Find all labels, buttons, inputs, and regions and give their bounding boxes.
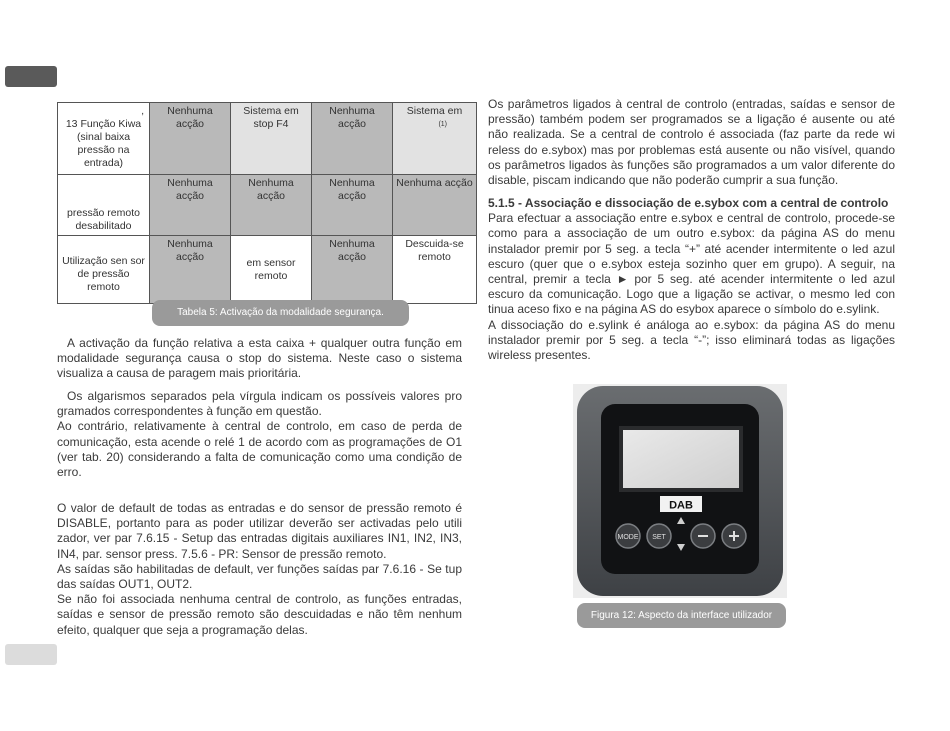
paragraph-defaults (57, 501, 462, 638)
page-tab-marker (5, 66, 57, 87)
device-illustration (573, 384, 787, 598)
paragraph-dissociation: A dissociação do e.sylink é análoga ao e.sybox: da página AS do menu instalador premir por 5 seg. a tecla “-”; isso eliminará todas as ligações wireless presentes. (488, 317, 895, 363)
table-cell: Nenhuma acção (150, 236, 231, 304)
cell-text: Sistema em (406, 105, 463, 117)
table-row (58, 236, 477, 304)
table-cell: Descuida-se remoto (393, 236, 477, 304)
paragraph-central-parameters: Os parâmetros ligados à central de controlo (entradas, saídas e sensor de pressão) também podem ser programados se a ligação é ausente ou até não realizada. Se a central de controlo é associada (faz parte da rede wi reless do e.sybox) mas por problemas está ausente ou não visível, quando os parâmetros ligados às funções são programados a um valor diferente do disable, piscam indicando que não poderão cumprir a sua função. (488, 97, 895, 188)
mode-button-label: MODE (617, 534, 639, 541)
table-cell: Nenhuma acção (150, 175, 231, 236)
table-cell: Sistema em stop F4 (231, 103, 312, 175)
section-association (488, 196, 895, 363)
minus-button[interactable] (691, 524, 715, 548)
safety-mode-table (57, 102, 477, 304)
table-cell: Nenhuma acção (393, 175, 477, 236)
paragraph-values (57, 389, 462, 480)
display-screen (623, 430, 739, 488)
paragraph-default-outputs: As saídas são habilitadas de default, ver funções saídas par 7.6.16 - Se tup das saídas OUT1, OUT2. (57, 561, 462, 592)
table-row-label: pressão remoto desabilitado (58, 175, 150, 236)
table-cell: em sensor remoto (231, 236, 312, 304)
plus-icon-vertical (733, 531, 735, 541)
table-cell: Nenhuma acção (231, 175, 312, 236)
figure-device-photo (573, 384, 787, 598)
table-row (58, 103, 477, 175)
paragraph-values-text: Os algarismos separados pela vírgula indicam os possíveis valores pro gramados correspondentes à função em questão. (57, 389, 462, 419)
paragraph-default-inputs: O valor de default de todas as entradas e do sensor de pressão remoto é DISABLE, portanto para as poder utilizar deverão ser activadas pelo utili zador, ver par 7.6.15 - Setup das entradas digitais auxiliares IN1, IN2, IN3, IN4, par. sensor press. 7.5.6 - PR: Sensor de pressão remoto. (57, 501, 462, 561)
mode-button[interactable] (616, 524, 640, 548)
paragraph-communication-loss: Ao contrário, relativamente à central de controlo, em caso de perda de comunicação, esta acende o relé 1 de acordo com as programações de O1 (ver tab. 20) considerando a falta de comunicação como uma condição de erro. (57, 419, 462, 480)
row-prefix: , (141, 106, 144, 117)
table-row (58, 175, 477, 236)
row-label-text: 13 Função Kiwa (sinal baixa pressão na entrada) (65, 118, 142, 169)
paragraph-association: Para efectuar a associação entre e.sybox e central de controlo, procede-se como para a associação de um outro e.sybox: da página AS do menu instalador premir por 5 seg. a tecla “+” até acender intermitente o led azul escuro (quer que o e.sybox esteja sozinho quer em grupo). A seguir, na central, premir a tecla ► por 5 seg. até acender intermitente o led azul escuro da comunicação. Logo que a ligação se activar, o mesmo led con tinua aceso fixo e na página AS do esybox aparece o símbolo do e.sylink. (488, 211, 895, 317)
table-cell: Nenhuma acção (312, 175, 393, 236)
section-heading: 5.1.5 - Associação e dissociação de e.sybox com a central de controlo (488, 196, 889, 210)
footnote-marker: (1) (438, 121, 447, 128)
set-button[interactable] (647, 524, 671, 548)
paragraph-no-central: Se não foi associada nenhuma central de controlo, as funções entradas, saídas e sensor de pressão remoto são descuidadas e não têm nenhum efeito, qualquer que seja a programação delas. (57, 592, 462, 637)
table-caption: Tabela 5: Activação da modalidade segurança. (152, 300, 409, 326)
plus-button[interactable] (722, 524, 746, 548)
table-row-label: Utilização sen sor de pressão remoto (58, 236, 150, 304)
page-tab-marker-light (5, 644, 57, 665)
figure-caption: Figura 12: Aspecto da interface utilizador (577, 603, 786, 628)
table-cell: Nenhuma acção (312, 236, 393, 304)
table-row-label (58, 103, 150, 175)
paragraph-safety-stop: A activação da função relativa a esta caixa + qualquer outra função em modalidade segurança causa o stop do sistema. Neste caso o sistema visualiza a causa de paragem mais prioritária. (57, 336, 462, 381)
set-button-label: SET (652, 534, 666, 541)
dab-logo: DAB (669, 499, 693, 512)
table-cell: Nenhuma acção (312, 103, 393, 175)
table-cell (393, 103, 477, 175)
table-cell: Nenhuma acção (150, 103, 231, 175)
minus-icon (698, 535, 708, 537)
